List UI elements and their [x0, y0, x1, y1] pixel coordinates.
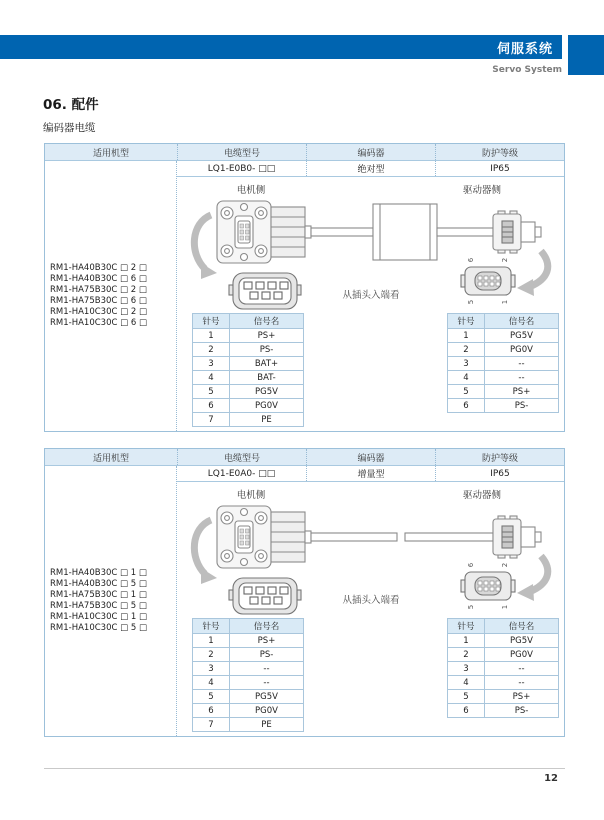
pin-number: 2	[448, 343, 485, 357]
pin-row	[448, 329, 559, 343]
signal-name: PG5V	[230, 385, 304, 399]
section-title: 06. 配件	[43, 97, 99, 113]
signal-name: PS-	[230, 343, 304, 357]
cable-drawing	[311, 533, 493, 541]
motor-side-label: 电机侧	[236, 490, 266, 501]
signal-name: PG0V	[485, 343, 559, 357]
pin-row	[193, 343, 304, 357]
signal-name: PE	[230, 413, 304, 427]
column-header-cable: 电缆型号	[177, 449, 306, 465]
pin-number: 6	[448, 704, 485, 718]
pin-row	[448, 690, 559, 704]
column-header-cable: 电缆型号	[177, 144, 306, 160]
motor-connector-drawing	[217, 506, 311, 568]
model-number: RM1-HA40B30C □ 1 □	[50, 568, 147, 578]
signal-name: BAT-	[230, 371, 304, 385]
table-header-row	[45, 449, 564, 466]
column-header-protection: 防护等级	[435, 144, 564, 160]
signal-name: PG0V	[230, 704, 304, 718]
signal-name: PS+	[230, 634, 304, 648]
column-header-model: 适用机型	[92, 453, 129, 464]
pin-row	[448, 648, 559, 662]
motor-plug-face-view	[229, 273, 301, 309]
pin-row	[448, 634, 559, 648]
pin-number-label: 1	[501, 604, 509, 610]
driver-side-pin-table	[447, 313, 559, 413]
header-corner-block	[568, 35, 604, 75]
pin-row	[193, 718, 304, 732]
motor-side-pin-table	[192, 618, 304, 732]
table-body	[45, 466, 564, 736]
driver-connector-drawing	[493, 211, 541, 253]
pin-row	[193, 634, 304, 648]
rotate-arrow-right	[517, 251, 548, 296]
pin-row	[193, 676, 304, 690]
pin-number: 1	[193, 634, 230, 648]
pin-row	[448, 704, 559, 718]
cable-info-row	[177, 161, 564, 177]
pin-number: 4	[193, 371, 230, 385]
table-right-area	[177, 161, 564, 431]
pin-row	[448, 343, 559, 357]
pin-number: 5	[448, 385, 485, 399]
model-number: RM1-HA75B30C □ 2 □	[50, 285, 147, 295]
pin-number: 2	[193, 343, 230, 357]
pin-number: 4	[448, 371, 485, 385]
motor-side-pin-table	[192, 313, 304, 427]
signal-name: BAT+	[230, 357, 304, 371]
pin-number: 6	[448, 399, 485, 413]
pin-row	[193, 704, 304, 718]
pin-row	[193, 648, 304, 662]
pin-row	[193, 371, 304, 385]
pin-col-header: 针号	[193, 619, 230, 634]
subsection-title: 编码器电缆	[43, 122, 96, 134]
signal-name: --	[230, 676, 304, 690]
signal-name: PG5V	[230, 690, 304, 704]
pin-number: 6	[193, 399, 230, 413]
signal-name: PS-	[485, 704, 559, 718]
table-right-area	[177, 466, 564, 736]
table-header-row	[45, 144, 564, 161]
pin-number-label: 1	[501, 299, 509, 305]
pin-row	[448, 385, 559, 399]
cable-drawing	[311, 204, 493, 263]
rotate-arrow-left	[194, 520, 217, 584]
pin-number-label: 5	[467, 604, 475, 610]
pin-number: 2	[448, 648, 485, 662]
signal-name: --	[485, 676, 559, 690]
column-header-model: 适用机型	[92, 148, 129, 159]
driver-connector-drawing	[493, 516, 541, 558]
signal-name: PS+	[230, 329, 304, 343]
model-number: RM1-HA10C30C □ 6 □	[50, 318, 147, 328]
pin-number: 5	[193, 690, 230, 704]
signal-name: PG0V	[230, 399, 304, 413]
signal-name: --	[485, 371, 559, 385]
model-number: RM1-HA10C30C □ 5 □	[50, 623, 147, 633]
pin-number: 3	[448, 662, 485, 676]
signal-name: PS+	[485, 385, 559, 399]
battery-box-drawing	[373, 204, 437, 260]
model-number: RM1-HA10C30C □ 1 □	[50, 612, 147, 622]
model-number: RM1-HA40B30C □ 5 □	[50, 579, 147, 589]
pin-number: 5	[448, 690, 485, 704]
signal-col-header: 信号名	[230, 619, 304, 634]
model-number: RM1-HA40B30C □ 6 □	[50, 274, 147, 284]
pin-row	[193, 413, 304, 427]
signal-name: --	[230, 662, 304, 676]
signal-name: PG0V	[485, 648, 559, 662]
pin-row	[448, 357, 559, 371]
signal-col-header: 信号名	[230, 314, 304, 329]
pin-number: 1	[193, 329, 230, 343]
pin-row	[193, 690, 304, 704]
pin-number: 3	[448, 357, 485, 371]
signal-name: PE	[230, 718, 304, 732]
model-number: RM1-HA75B30C □ 5 □	[50, 601, 147, 611]
pin-number: 4	[448, 676, 485, 690]
pin-number-label: 5	[467, 299, 475, 305]
signal-name: PG5V	[485, 634, 559, 648]
cable-diagram-cell	[177, 482, 564, 736]
pin-row	[448, 662, 559, 676]
pin-row	[193, 329, 304, 343]
plug-view-note: 从插头入端看	[342, 595, 400, 606]
cable-model: LQ1-E0A0- □□	[207, 468, 276, 479]
rotate-arrow-left	[194, 215, 217, 279]
signal-name: PS-	[230, 648, 304, 662]
driver-side-label: 驱动器侧	[462, 185, 502, 196]
pin-row	[193, 662, 304, 676]
pin-row	[448, 399, 559, 413]
pin-number: 4	[193, 676, 230, 690]
signal-name: PS+	[485, 690, 559, 704]
encoder-cable-table-absolute	[44, 143, 565, 432]
pin-row	[193, 399, 304, 413]
pin-row	[448, 371, 559, 385]
driver-side-pin-table	[447, 618, 559, 718]
column-header-protection: 防护等级	[435, 449, 564, 465]
pin-row	[448, 676, 559, 690]
pin-col-header: 针号	[193, 314, 230, 329]
pin-row	[193, 385, 304, 399]
pin-col-header: 针号	[448, 619, 485, 634]
driver-plug-face-view	[461, 572, 515, 600]
footer-divider	[44, 768, 565, 769]
signal-name: PS-	[485, 399, 559, 413]
model-number: RM1-HA75B30C □ 1 □	[50, 590, 147, 600]
motor-side-label: 电机侧	[236, 185, 266, 196]
model-number: RM1-HA10C30C □ 2 □	[50, 307, 147, 317]
pin-number-label: 2	[501, 257, 509, 263]
pin-col-header: 针号	[448, 314, 485, 329]
pin-row	[193, 357, 304, 371]
pin-number-label: 6	[467, 257, 475, 263]
model-number: RM1-HA75B30C □ 6 □	[50, 296, 147, 306]
pin-number: 1	[448, 329, 485, 343]
table-body	[45, 161, 564, 431]
cable-diagram	[177, 482, 564, 616]
pin-number-label: 6	[467, 562, 475, 568]
pin-number: 7	[193, 718, 230, 732]
plug-view-note: 从插头入端看	[342, 290, 400, 301]
cable-info-row	[177, 466, 564, 482]
encoder-type: 增量型	[306, 466, 435, 481]
protection-rating: IP65	[435, 161, 564, 176]
motor-plug-face-view	[229, 578, 301, 614]
applicable-models-cell	[45, 161, 177, 431]
driver-plug-face-view	[461, 267, 515, 295]
motor-connector-drawing	[217, 201, 311, 263]
signal-name: --	[485, 357, 559, 371]
encoder-type: 绝对型	[306, 161, 435, 176]
signal-name: PG5V	[485, 329, 559, 343]
column-header-encoder: 编码器	[306, 449, 435, 465]
applicable-models-cell	[45, 466, 177, 736]
pin-number: 3	[193, 662, 230, 676]
pin-number: 5	[193, 385, 230, 399]
protection-rating: IP65	[435, 466, 564, 481]
signal-col-header: 信号名	[485, 314, 559, 329]
cable-diagram	[177, 177, 564, 311]
pin-number: 2	[193, 648, 230, 662]
pin-number: 7	[193, 413, 230, 427]
banner-subtitle: Servo System	[492, 65, 562, 75]
signal-name: --	[485, 662, 559, 676]
page-number: 12	[544, 773, 558, 784]
rotate-arrow-right	[517, 556, 548, 601]
pin-number: 3	[193, 357, 230, 371]
pin-number: 6	[193, 704, 230, 718]
pin-number-label: 2	[501, 562, 509, 568]
cable-diagram-cell	[177, 177, 564, 431]
column-header-encoder: 编码器	[306, 144, 435, 160]
cable-model: LQ1-E0B0- □□	[207, 163, 276, 174]
encoder-cable-table-incremental	[44, 448, 565, 737]
header-banner	[0, 35, 562, 59]
pin-number: 1	[448, 634, 485, 648]
banner-title: 伺服系统	[496, 41, 553, 57]
model-number: RM1-HA40B30C □ 2 □	[50, 263, 147, 273]
signal-col-header: 信号名	[485, 619, 559, 634]
driver-side-label: 驱动器侧	[462, 490, 502, 501]
